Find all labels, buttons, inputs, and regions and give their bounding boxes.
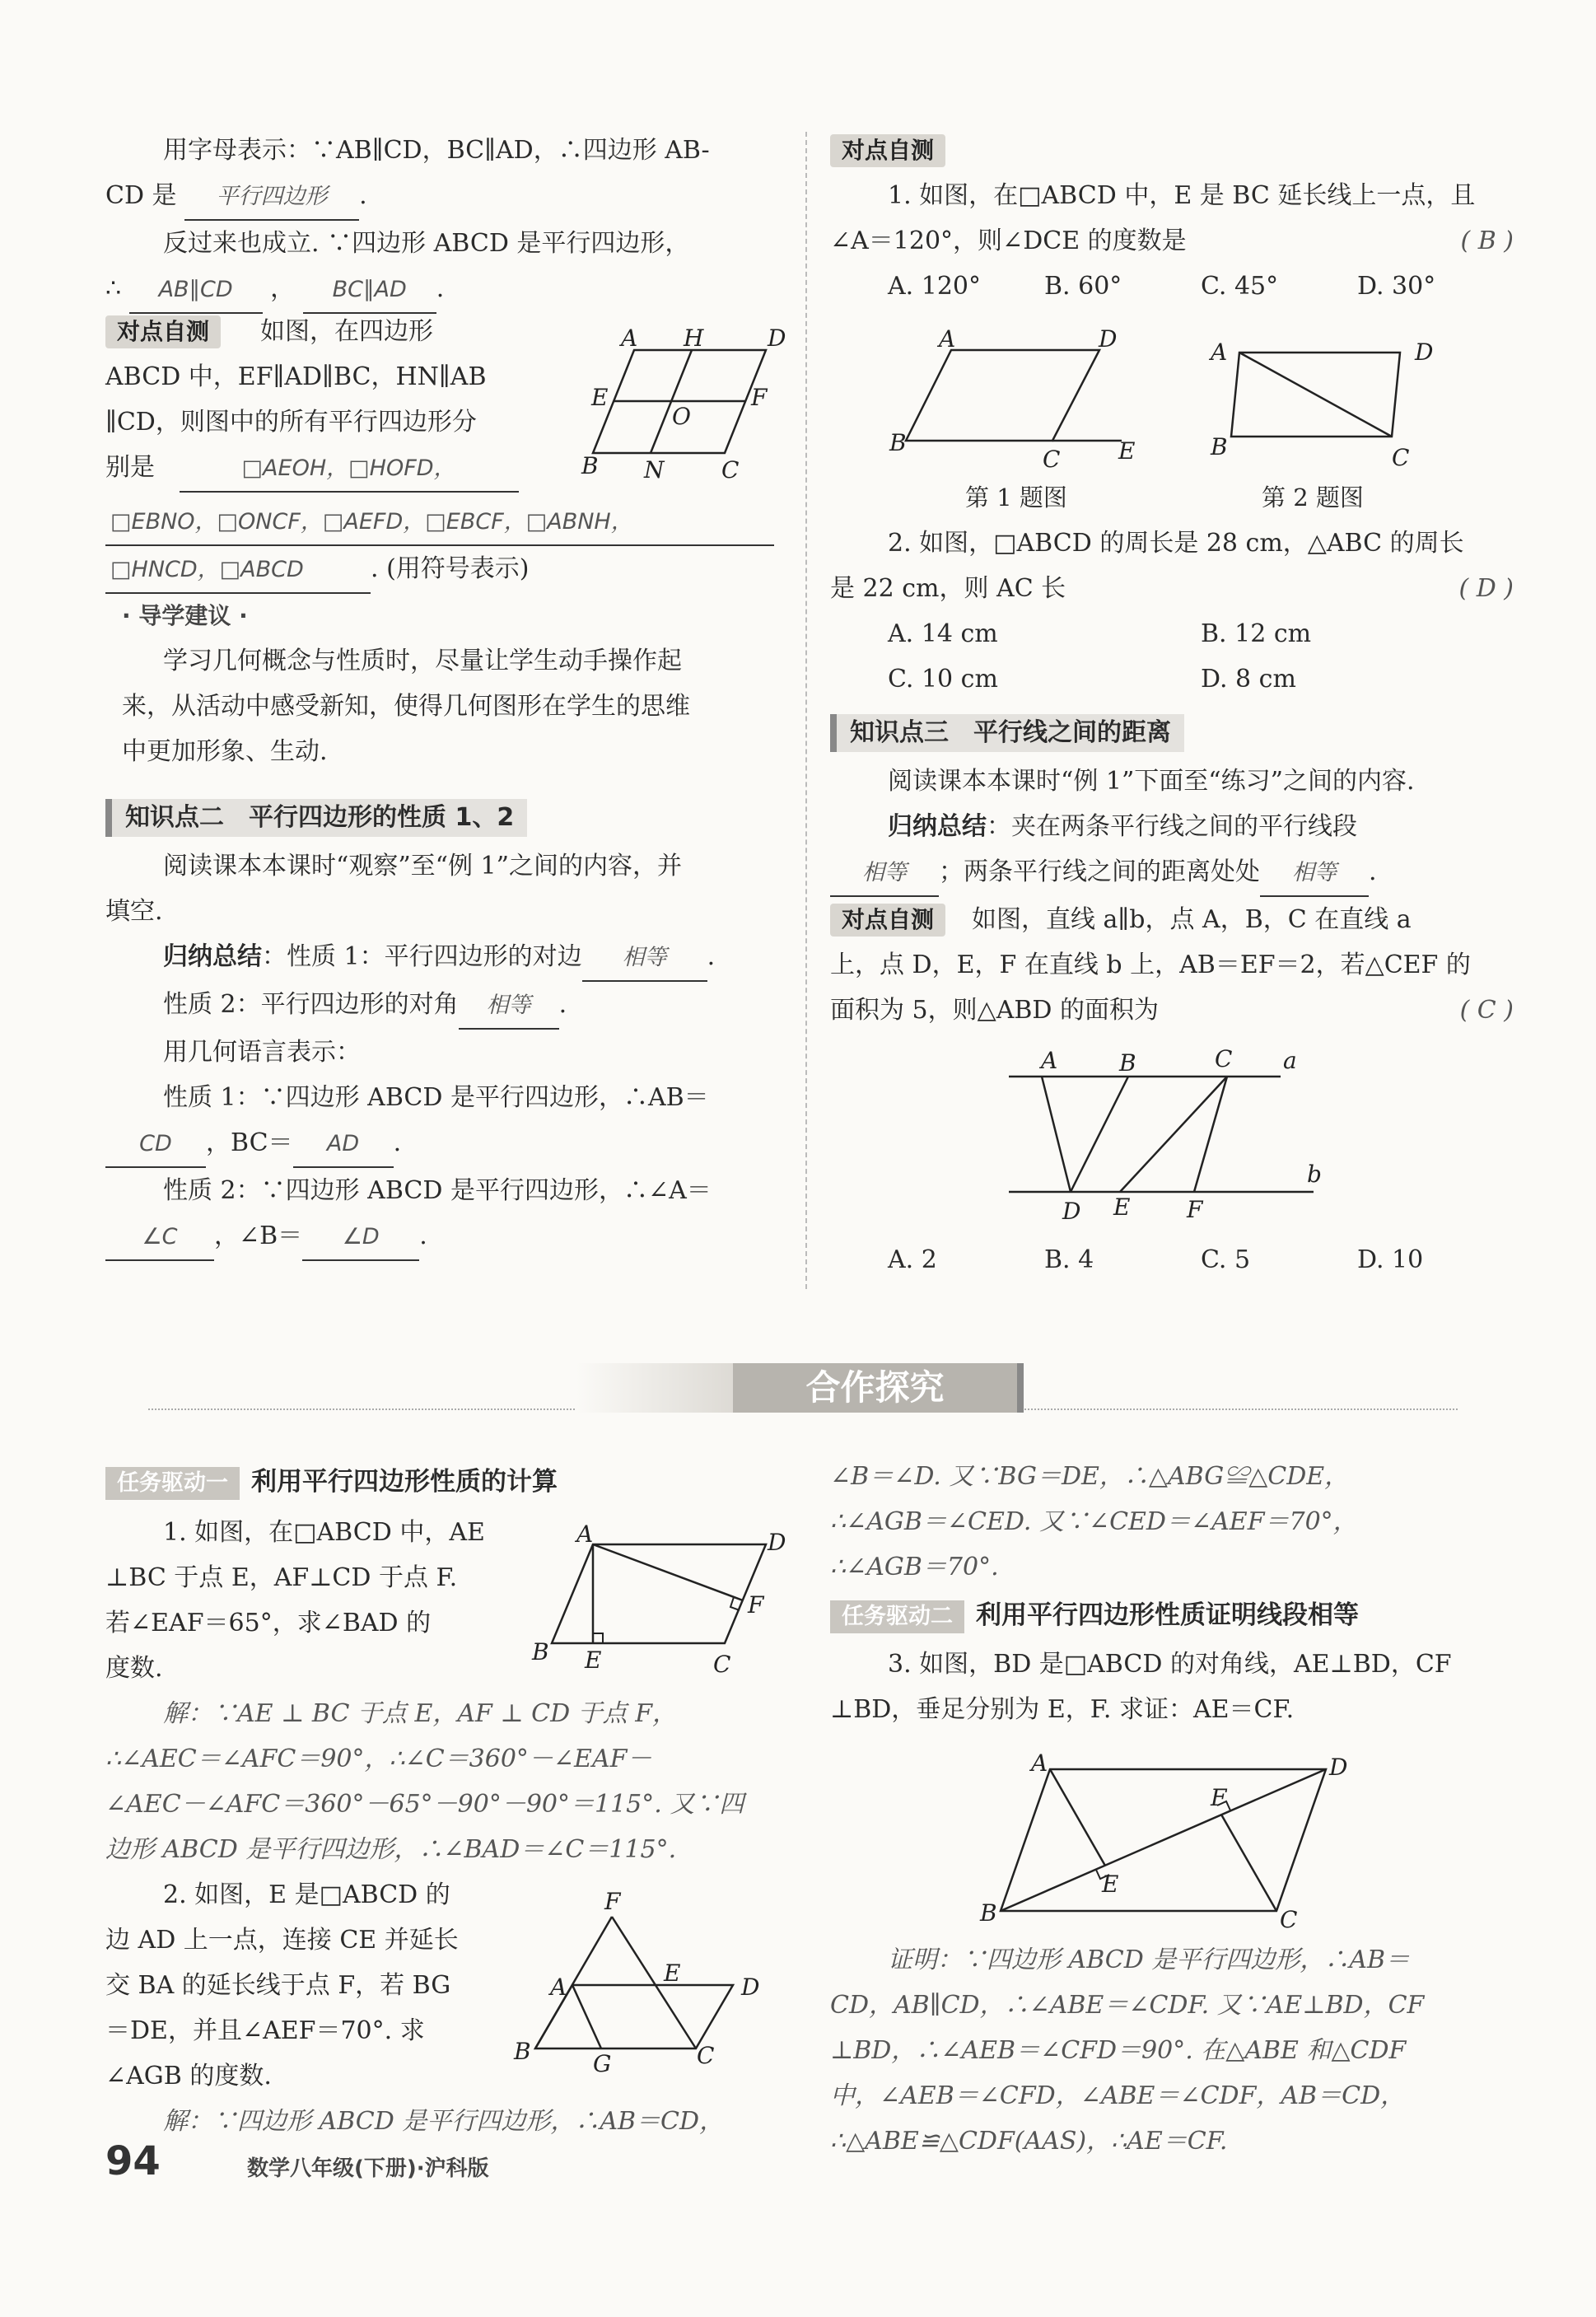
solution-line: ∴∠AGB＝∠CED. 又∵∠CED＝∠AEF＝70°， bbox=[830, 1507, 1358, 1536]
page-number: 94 bbox=[105, 2138, 161, 2184]
label-C: C bbox=[1215, 1045, 1233, 1072]
answer-blank: 相等 bbox=[459, 983, 559, 1030]
text-line: ∠AGB 的度数. bbox=[105, 2062, 272, 2090]
knowledge-point-3 bbox=[830, 710, 1514, 1033]
label-E: E bbox=[1113, 1194, 1131, 1221]
label-C: C bbox=[1280, 1906, 1298, 1933]
task-tag: 任务驱动一 bbox=[105, 1467, 240, 1500]
label-H: H bbox=[684, 325, 704, 352]
text-line: ∴ AB∥CD ， BC∥AD . bbox=[105, 266, 781, 314]
label-C: C bbox=[1043, 446, 1061, 473]
task-tag: 任务驱动二 bbox=[830, 1600, 964, 1633]
label-B: B bbox=[980, 1899, 997, 1927]
options-row bbox=[830, 264, 1514, 309]
label-B: B bbox=[1211, 433, 1228, 460]
kp3-title: 知识点三 平行线之间的距离 bbox=[830, 714, 1184, 752]
task-title: 利用平行四边形性质的计算 bbox=[251, 1467, 558, 1497]
text-line: 归纳总结：性质 1：平行四边形的对边 相等 . bbox=[105, 934, 781, 982]
answer-blank: □AEOH，□HOFD， bbox=[180, 446, 519, 493]
text: ：夹在两条平行线之间的平行线段 bbox=[987, 812, 1357, 841]
option: D. 10 bbox=[1357, 1245, 1424, 1274]
figure-q2 bbox=[1211, 329, 1449, 478]
label-C: C bbox=[1392, 444, 1410, 471]
option: A. 120° bbox=[888, 272, 981, 301]
label-A: A bbox=[1041, 1047, 1058, 1074]
summary-label: 归纳总结 bbox=[888, 812, 987, 841]
text: 别是 bbox=[105, 453, 155, 482]
text-line: CD 是 平行四边形 . bbox=[105, 173, 781, 221]
options-row bbox=[830, 611, 1514, 656]
option: C. 45° bbox=[1201, 272, 1279, 301]
text-line: ＝DE，并且∠AEF＝70°. 求 bbox=[105, 2016, 425, 2045]
label-B: B bbox=[889, 429, 907, 456]
label-B: B bbox=[514, 2038, 531, 2065]
label-A: A bbox=[621, 325, 638, 352]
label-E: E bbox=[664, 1960, 681, 1987]
text-line: 填空. bbox=[105, 897, 163, 926]
text-line bbox=[830, 566, 1514, 611]
text-line: ∠C ，∠B＝ ∠D . bbox=[105, 1213, 781, 1261]
figure-parallelogram-grid bbox=[568, 321, 786, 486]
option: A. 14 cm bbox=[888, 619, 998, 648]
label-A: A bbox=[939, 325, 956, 353]
label-C: C bbox=[697, 2042, 715, 2069]
answer-blank: 相等 bbox=[1260, 850, 1369, 897]
text: 面积为 5，则△ABD 的面积为 bbox=[830, 996, 1159, 1025]
banner-title: 合作探究 bbox=[733, 1363, 1024, 1413]
guide-block bbox=[105, 593, 781, 774]
text-line: 1. 如图，在□ABCD 中，AE bbox=[163, 1518, 485, 1547]
text-line: 2. 如图，E 是□ABCD 的 bbox=[163, 1880, 450, 1909]
text-line: 交 BA 的延长线于点 F，若 BG bbox=[105, 1971, 451, 2000]
answer-blank: □HNCD，□ABCD bbox=[105, 547, 371, 594]
self-test-1 bbox=[105, 309, 567, 493]
label-F: F bbox=[1187, 1196, 1203, 1223]
summary-label: 归纳总结 bbox=[163, 942, 262, 971]
right-q2 bbox=[830, 521, 1514, 702]
label-F: F bbox=[1211, 1784, 1227, 1811]
text-line: 中更加形象、生动. bbox=[122, 737, 328, 766]
text-line: 边 AD 上一点，连接 CE 并延长 bbox=[105, 1926, 459, 1955]
label-F: F bbox=[604, 1888, 621, 1915]
answer-blank: BC∥AD bbox=[303, 267, 436, 314]
answer-blank: □EBNO，□ONCF，□AEFD，□EBCF，□ABNH， bbox=[105, 499, 774, 546]
text: ∴ bbox=[105, 274, 122, 303]
text-line: 若∠EAF＝65°，求∠BAD 的 bbox=[105, 1609, 432, 1637]
label-C: C bbox=[721, 456, 740, 483]
options-row bbox=[830, 656, 1514, 702]
text: 如图，直线 a∥b，点 A，B，C 在直线 a bbox=[972, 905, 1412, 934]
text: ∠A＝120°，则∠DCE 的度数是 bbox=[830, 227, 1187, 255]
kp2-title: 知识点二 平行四边形的性质 1、2 bbox=[105, 799, 527, 837]
column-divider bbox=[805, 132, 807, 1289]
task-1-solution-cont bbox=[830, 1454, 1514, 1732]
self-test-badge: 对点自测 bbox=[830, 134, 945, 167]
text-line: 阅读课本本课时“例 1”下面至“练习”之间的内容. bbox=[888, 767, 1415, 796]
text: ，BC＝ bbox=[206, 1128, 293, 1157]
self-test-badge: 对点自测 bbox=[105, 315, 221, 348]
task-2-proof bbox=[830, 1937, 1514, 2164]
text: 是 22 cm，则 AC 长 bbox=[830, 574, 1066, 603]
label-A: A bbox=[1031, 1749, 1048, 1777]
label-D: D bbox=[1062, 1198, 1081, 1225]
label-a: a bbox=[1283, 1047, 1297, 1074]
solution-line: 解：∵四边形 ABCD 是平行四边形，∴AB＝CD， bbox=[163, 2107, 725, 2136]
text-line: 相等 ；两条平行线之间的距离处处 相等 . bbox=[830, 849, 1514, 897]
figure-task1-q2 bbox=[511, 1886, 774, 2076]
text-line: 来，从活动中感受新知，使得几何图形在学生的思维 bbox=[122, 692, 690, 721]
answer-choice: ( D ) bbox=[1458, 574, 1514, 603]
text-line: 上，点 D，E，F 在直线 b 上，AB＝EF＝2，若△CEF 的 bbox=[830, 951, 1471, 979]
figure-parallel-lines bbox=[1009, 1042, 1338, 1231]
answer-blank: ∠D bbox=[302, 1214, 419, 1261]
answer-blank: 相等 bbox=[582, 935, 707, 982]
label-E: E bbox=[1102, 1871, 1119, 1898]
self2-options bbox=[830, 1237, 1514, 1282]
text-line: 度数. bbox=[105, 1654, 163, 1683]
answer-choice: ( C ) bbox=[1459, 996, 1514, 1025]
left-top-block bbox=[105, 128, 781, 314]
text-line: 用几何语言表示： bbox=[163, 1038, 361, 1067]
answer-blank: ∠C bbox=[105, 1214, 214, 1261]
solution-line: ∠AEC－∠AFC＝360°－65°－90°－90°＝115°. 又∵四 bbox=[105, 1790, 744, 1819]
text: 性质 2：平行四边形的对角 bbox=[163, 990, 459, 1019]
proof-line: 证明：∵四边形 ABCD 是平行四边形，∴AB＝ bbox=[888, 1946, 1411, 1974]
label-O: O bbox=[672, 403, 691, 430]
answer-blank: 相等 bbox=[830, 850, 939, 897]
option: B. 4 bbox=[1044, 1245, 1094, 1274]
option: D. 30° bbox=[1357, 272, 1436, 301]
label-B: B bbox=[581, 452, 599, 479]
text-line: 学习几何概念与性质时，尽量让学生动手操作起 bbox=[163, 647, 682, 675]
solution-line: ∴∠AGB＝70°. bbox=[830, 1553, 999, 1581]
options-row bbox=[830, 1237, 1514, 1282]
label-D: D bbox=[768, 325, 786, 352]
text: ，∠B＝ bbox=[214, 1222, 303, 1250]
label-D: D bbox=[741, 1974, 760, 2001]
answer-blank: 平行四边形 bbox=[184, 174, 359, 221]
label-F: F bbox=[751, 384, 768, 411]
proof-line: 中，∠AEB＝∠CFD，∠ABE＝∠CDF，AB＝CD， bbox=[830, 2081, 1406, 2110]
solution-line: ∴∠AEC＝∠AFC＝90°，∴∠C＝360°－∠EAF－ bbox=[105, 1745, 652, 1773]
task-title: 利用平行四边形性质证明线段相等 bbox=[976, 1600, 1359, 1630]
knowledge-point-2 bbox=[105, 795, 781, 1261]
label-A: A bbox=[576, 1521, 594, 1548]
text-line bbox=[105, 498, 781, 546]
guide-title: · 导学建议 · bbox=[122, 602, 248, 629]
text-line: ⊥BD，垂足分别为 E，F. 求证：AE＝CF. bbox=[830, 1695, 1295, 1724]
text-line: 1. 如图，在□ABCD 中，E 是 BC 延长线上一点，且 bbox=[888, 181, 1476, 210]
text: 如图，在四边形 bbox=[260, 317, 434, 346]
text-line bbox=[830, 897, 1514, 942]
book-title: 数学八年级(下册)·沪科版 bbox=[247, 2156, 489, 2181]
text-line: 2. 如图，□ABCD 的周长是 28 cm，△ABC 的周长 bbox=[888, 529, 1464, 558]
text-line: □HNCD，□ABCD . (用符号表示) bbox=[105, 546, 781, 594]
proof-line: ⊥BD，∴∠AEB＝∠CFD＝90°. 在△ABE 和△CDF bbox=[830, 2036, 1407, 2065]
option: D. 8 cm bbox=[1201, 665, 1296, 694]
solution-line: 解：∵AE ⊥ BC 于点 E，AF ⊥ CD 于点 F， bbox=[163, 1699, 678, 1728]
text-line: 性质 2：∵四边形 ABCD 是平行四边形，∴∠A＝ bbox=[163, 1176, 712, 1205]
answer-blank: AB∥CD bbox=[129, 267, 263, 314]
text-line: 阅读课本本课时“观察”至“例 1”之间的内容，并 bbox=[163, 852, 682, 881]
label-D: D bbox=[1329, 1754, 1348, 1781]
text-line: 反过来也成立. ∵四边形 ABCD 是平行四边形， bbox=[163, 229, 690, 258]
text-line bbox=[105, 309, 567, 354]
text-line: 用字母表示：∵AB∥CD，BC∥AD，∴四边形 AB- bbox=[163, 136, 710, 165]
text-line: ABCD 中，EF∥AD∥BC，HN∥AB bbox=[105, 362, 487, 391]
text: ：性质 1：平行四边形的对边 bbox=[262, 942, 582, 971]
label-D: D bbox=[768, 1529, 786, 1556]
option: B. 12 cm bbox=[1201, 619, 1312, 648]
text-line: ⊥BC 于点 E，AF⊥CD 于点 F. bbox=[105, 1563, 458, 1592]
figure-task2 bbox=[980, 1746, 1359, 1936]
self-test-1-answers bbox=[105, 498, 781, 594]
proof-line: ∴△ABE≌△CDF(AAS)，∴AE＝CF. bbox=[830, 2127, 1228, 2156]
self-test-badge: 对点自测 bbox=[830, 904, 945, 937]
solution-line: 边形 ABCD 是平行四边形，∴∠BAD＝∠C＝115°. bbox=[105, 1835, 677, 1864]
label-F: F bbox=[748, 1591, 764, 1619]
option: B. 60° bbox=[1044, 272, 1122, 301]
text-line: CD ，BC＝ AD . bbox=[105, 1120, 781, 1168]
label-B: B bbox=[1119, 1049, 1136, 1077]
text-line: ∥CD，则图中的所有平行四边形分 bbox=[105, 408, 477, 437]
right-self-test bbox=[830, 128, 1514, 309]
option: C. 10 cm bbox=[888, 665, 998, 694]
text-line bbox=[830, 988, 1514, 1033]
answer-blank: CD bbox=[105, 1121, 206, 1168]
figure-q1 bbox=[889, 325, 1161, 482]
text-line bbox=[830, 218, 1514, 264]
text: ；两条平行线之间的距离处处 bbox=[939, 857, 1260, 886]
label-E: E bbox=[591, 384, 609, 411]
label-D: D bbox=[1415, 339, 1434, 366]
text: CD 是 bbox=[105, 181, 177, 210]
text: (用符号表示) bbox=[386, 554, 530, 583]
label-A: A bbox=[1211, 339, 1228, 366]
label-C: C bbox=[713, 1651, 731, 1678]
figure-caption-2: 第 2 题图 bbox=[1262, 483, 1364, 512]
text-line bbox=[105, 445, 567, 493]
solution-line: ∠B＝∠D. 又∵BG＝DE，∴△ABG≌△CDE， bbox=[830, 1462, 1350, 1491]
label-B: B bbox=[532, 1638, 549, 1665]
label-N: N bbox=[644, 456, 665, 483]
answer-choice: ( B ) bbox=[1460, 227, 1514, 255]
label-G: G bbox=[593, 2050, 612, 2077]
label-E: E bbox=[1118, 437, 1136, 465]
text-line: 性质 1：∵四边形 ABCD 是平行四边形，∴AB＝ bbox=[163, 1083, 709, 1112]
option: C. 5 bbox=[1201, 1245, 1251, 1274]
label-E: E bbox=[585, 1647, 602, 1674]
label-D: D bbox=[1099, 325, 1118, 353]
text-line: 3. 如图，BD 是□ABCD 的对角线，AE⊥BD，CF bbox=[888, 1650, 1452, 1679]
figure-task1-q1 bbox=[527, 1521, 791, 1678]
answer-blank: AD bbox=[293, 1121, 394, 1168]
figure-caption-1: 第 1 题图 bbox=[965, 483, 1067, 512]
text-line bbox=[830, 804, 1514, 849]
option: A. 2 bbox=[888, 1245, 937, 1274]
text-line: 性质 2：平行四边形的对角 相等 . bbox=[105, 982, 781, 1030]
proof-line: CD，AB∥CD，∴∠ABE＝∠CDF. 又∵AE⊥BD，CF bbox=[830, 1991, 1425, 2020]
label-b: b bbox=[1307, 1161, 1322, 1188]
label-A: A bbox=[550, 1974, 567, 2001]
